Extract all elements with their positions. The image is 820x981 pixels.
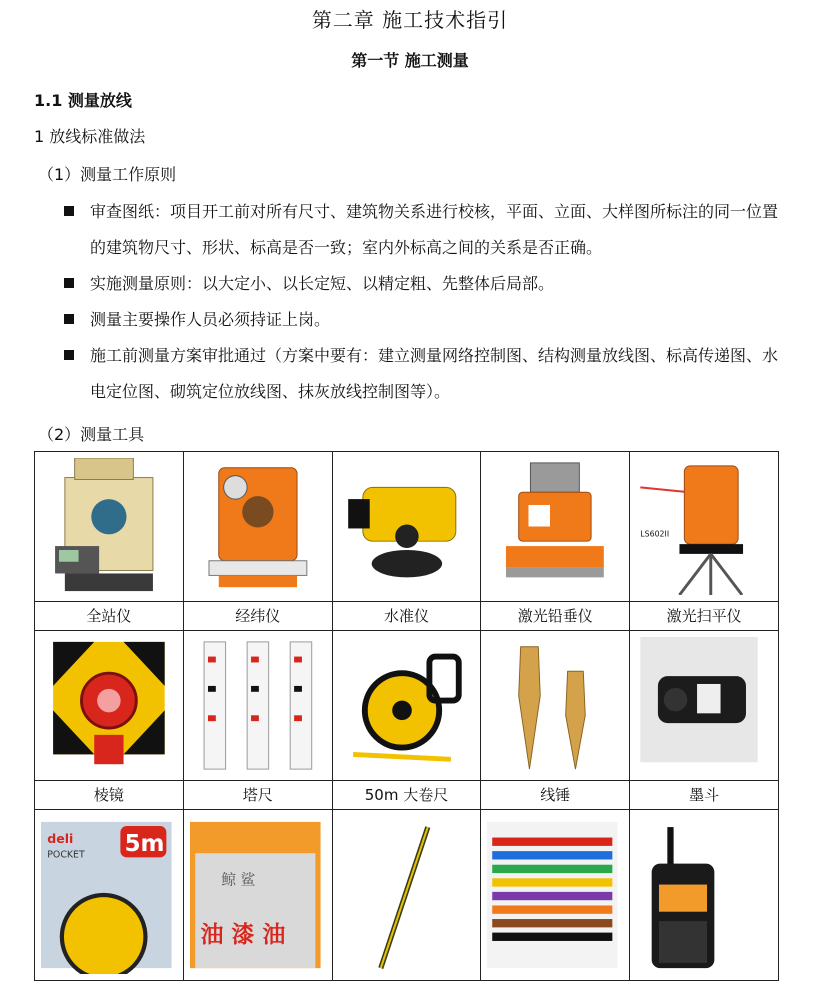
- tool-label: 墨斗: [630, 781, 779, 810]
- paint-label: 油 漆 油: [200, 922, 286, 949]
- theodolite-image-cell: [183, 452, 332, 602]
- list-item: [62, 302, 792, 338]
- list-item: [62, 194, 792, 266]
- chapter-title: 第二章 施工技术指引: [311, 8, 509, 32]
- subsection-item-principles: （1）测量工作原则: [38, 165, 177, 184]
- tool-label: 激光铅垂仪: [481, 602, 630, 631]
- bullet-square-icon: [64, 278, 74, 288]
- prism-image-cell: [35, 631, 184, 781]
- table-row: [35, 602, 779, 631]
- ink-line-icon: [636, 637, 772, 774]
- rod-icon: [339, 816, 475, 974]
- plumb-bob-image-cell: [481, 631, 630, 781]
- laser-scanning-level-image-cell: [630, 452, 779, 602]
- list-item: [62, 266, 792, 302]
- tool-label: 塔尺: [183, 781, 332, 810]
- subsection-heading-1: 1 放线标准做法: [34, 127, 146, 146]
- tools-table: [34, 451, 779, 981]
- level-icon: [339, 458, 475, 595]
- paint-image-cell: [183, 810, 332, 981]
- tool-label: 经纬仪: [183, 602, 332, 631]
- staff-image-cell: [183, 631, 332, 781]
- theodolite-icon: [190, 458, 326, 595]
- table-row: [35, 810, 779, 981]
- tape-measure-icon: [339, 637, 475, 774]
- tool-label: 棱镜: [35, 781, 184, 810]
- bullet-square-icon: [64, 314, 74, 324]
- section-title: 第一节 施工测量: [351, 51, 469, 70]
- walkie-talkie-icon: [636, 816, 772, 974]
- pocket-tape-image-cell: [35, 810, 184, 981]
- staff-icon: [190, 637, 326, 774]
- rod-image-cell: [332, 810, 481, 981]
- color-pencils-icon: [487, 816, 623, 974]
- principle-text: 施工前测量方案审批通过（方案中要有：建立测量网络控制图、结构测量放线图、标高传递图、水电定位图、砌筑定位放线图、抹灰放线控制图等）。: [90, 346, 779, 401]
- tape-measure-image-cell: [332, 631, 481, 781]
- tape-length-label: 5m: [124, 831, 165, 858]
- principles-list: [62, 194, 792, 410]
- table-row: [35, 781, 779, 810]
- tool-label: 全站仪: [35, 602, 184, 631]
- subsection-heading-1-1: 1.1 测量放线: [34, 91, 132, 110]
- principle-text: 审查图纸：项目开工前对所有尺寸、建筑物关系进行校核，平面、立面、大样图所标注的同一位置的建筑物尺寸、形状、标高是否一致；室内外标高之间的关系是否正确。: [90, 202, 779, 257]
- table-row: [35, 631, 779, 781]
- tape-brand-label: deli: [47, 830, 74, 846]
- tape-pocket-label: POCKET: [47, 849, 85, 861]
- bullet-square-icon: [64, 206, 74, 216]
- principle-text: 测量主要操作人员必须持证上岗。: [90, 310, 331, 329]
- laser-plummet-icon: [487, 458, 623, 595]
- tool-label: 线锤: [481, 781, 630, 810]
- subsection-item-tools: （2）测量工具: [38, 425, 145, 444]
- principle-text: 实施测量原则：以大定小、以长定短、以精定粗、先整体后局部。: [90, 274, 555, 293]
- color-pencils-image-cell: [481, 810, 630, 981]
- plumb-bob-icon: [487, 637, 623, 774]
- pocket-tape-icon: [41, 816, 177, 974]
- list-item: [62, 338, 792, 410]
- laser-model-label: LS602II: [640, 529, 670, 539]
- laser-scanning-level-icon: [636, 458, 772, 595]
- walkie-talkie-image-cell: [630, 810, 779, 981]
- total-station-image-cell: [35, 452, 184, 602]
- tool-label: 50m 大卷尺: [332, 781, 481, 810]
- paint-brand-label: 鲸 鲨: [221, 871, 256, 889]
- bullet-square-icon: [64, 350, 74, 360]
- laser-plummet-image-cell: [481, 452, 630, 602]
- prism-icon: [41, 637, 177, 774]
- table-row: [35, 452, 779, 602]
- tool-label: 激光扫平仪: [630, 602, 779, 631]
- level-image-cell: [332, 452, 481, 602]
- paint-bucket-icon: [190, 816, 326, 974]
- total-station-icon: [41, 458, 177, 595]
- ink-line-image-cell: [630, 631, 779, 781]
- tool-label: 水准仪: [332, 602, 481, 631]
